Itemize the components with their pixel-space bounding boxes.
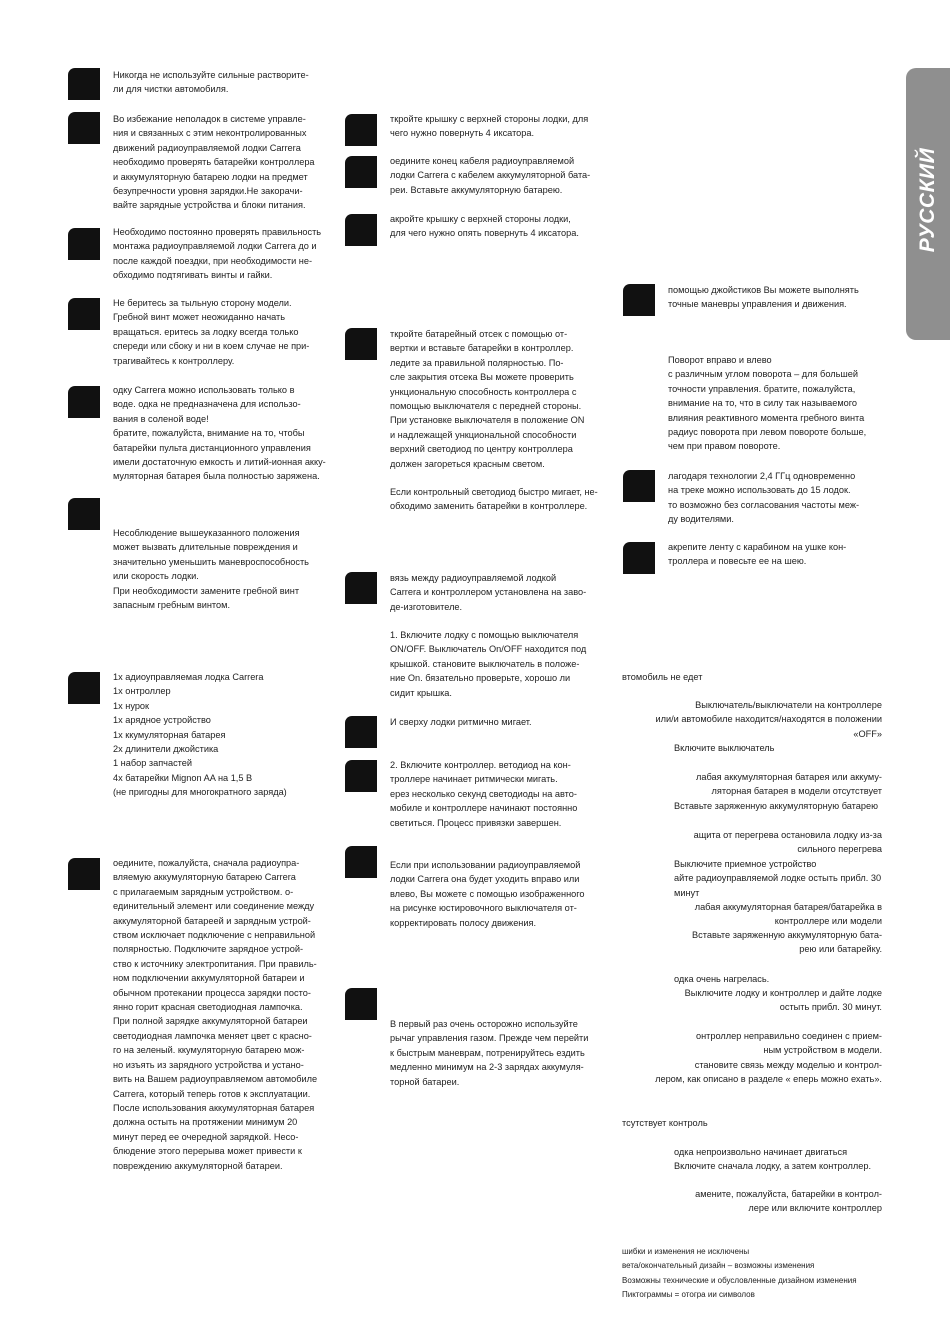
trouble-problem: лабая аккумуляторная батарея или аккуму- ляторная батарея в модели отсутствует xyxy=(696,772,882,797)
trouble-fix: становите связь между моделью и контрол- лером, как описано в разделе « еперь можно ехать». xyxy=(655,1060,882,1085)
water-use-warning: одку Carrera можно использовать только в воде. одка не предназначена для использо- вания в соленой воде! братите, пожалуйста, внимание на то, чтобы батарейки пульта дистанционного управления имели достаточную емкость и литий-ионная акку- муляторная батарея была полностью заряжена. xyxy=(113,385,326,482)
section-marker xyxy=(345,114,377,146)
section-marker xyxy=(68,112,100,144)
package-contents: 1х адиоуправляемая лодка Carrera 1х онтроллер 1х нурок 1х арядное устройство 1х ккумуляторная батарея 2х длинители джойстика 1 набор запчастей 4х батарейки Mignon AA на 1,5 В (не пригодны для многократного заряда) xyxy=(113,672,287,798)
led-blink-note: Если контрольный светодиод быстро мигает, не- обходимо заменить батарейки в контроллере. xyxy=(390,487,598,512)
open-cover-step: ткройте крышку с верхней стороны лодки, для чего нужно повернуть 4 иксатора. xyxy=(390,114,589,139)
trouble-fix: Выключите приемное устройство айте радиоуправляемой лодке остыть прибл. 30 минут xyxy=(674,859,882,898)
pairing-step-1: 1. Включите лодку с помощью выключателя ON/OFF. Выключатель On/OFF находится под крышкой. становите выключатель в положе- ние On. бязательно проверьте, хорошо ли сидит крышка. xyxy=(390,630,587,698)
section-marker xyxy=(345,328,377,360)
section-marker xyxy=(623,284,655,316)
trouble-fix: Вставьте заряженную аккумуляторную батарею xyxy=(674,801,879,811)
footer-note: Пиктограммы = отогра ии символов xyxy=(622,1290,755,1299)
trouble-fix: Вставьте заряженную аккумуляторную бата- рею или батарейку. xyxy=(692,930,882,955)
section-marker xyxy=(623,542,655,574)
trouble-problem: онтроллер неправильно соединен с прием- ным устройством в модели. xyxy=(695,1031,882,1056)
trouble-problem: Выключатель/выключатели на контроллере или/и автомобиле находится/находятся в положении «OFF» xyxy=(655,700,882,739)
trouble-fix: Включите сначала лодку, а затем контроллер. xyxy=(674,1161,872,1171)
footer-note: Возможны технические и обусловленные дизайном изменения xyxy=(622,1276,857,1285)
boat-led-note: И сверху лодки ритмично мигает. xyxy=(390,717,532,727)
section-marker xyxy=(68,672,100,704)
frequency-note: лагодаря технологии 2,4 ГГц одновременно на треке можно использовать до 15 лодок. то возможно без согласования частоты меж- ду водителями. xyxy=(668,471,860,525)
trouble-problem: одка непроизвольно начинает двигаться xyxy=(674,1147,848,1157)
charging-instructions: оедините, пожалуйста, сначала радиоупра- вляемую аккумуляторную батарею Carrera с прилагаемым зарядным устройством. о- единительный элемент или соединение между аккумуляторной батареей и зарядным устрой- ством исключает подключение с неправильной полярностью. Подключите зарядное устрой- ство к источнику электропитания. При правиль- ном подключении аккумуляторной батареи и обычном протекании процесса зарядки посто- янно горит красная светодиодная лампочка. При полной зарядке аккумуляторной батареи светодиодная лампочка меняет цвет с красно- го на зеленый. ккумуляторную батарею мож- но изъять из зарядного устройства и устано- вить на Вашем радиоуправляемом автомобиле Carrera, который теперь готов к эксплуатации. После использования аккумуляторная батарея должна остыть на протяжении минимум 20 минут перед ее очередной зарядкой. Несо- блюдение этого перерыва может привести к повреждению аккумуляторной батареи. xyxy=(113,858,318,1171)
section-marker xyxy=(345,572,377,604)
section-marker xyxy=(345,760,377,792)
section-marker xyxy=(345,988,377,1020)
section-marker xyxy=(68,298,100,330)
trouble-fix: амените, пожалуйста, батарейки в контрол- лере или включите контроллер xyxy=(695,1189,882,1214)
steering-note: Поворот вправо и влево с различным углом поворота – для большей точности управления. братите, пожалуйста, внимание на то, что в силу так называемого влияния реактивного момента гребного винта радиус поворота при левом повороте больше, чем при правом повороте. xyxy=(668,355,867,452)
battery-check-warning: Во избежание неполадок в системе управле- ния и связанных с этим неконтролированных движений радиоуправляемой лодки Carrera необходимо проверять батарейки контроллера и аккумуляторную батарею лодки на предмет безупречности уровня зарядки.Не закорачи- вайте зарядные устройства и блоки питания. xyxy=(113,114,315,211)
pairing-step-2: 2. Включите контроллер. ветодиод на кон- троллере начинает ритмически мигать. ерез несколько секунд светодиоды на авто- мобиле и контроллере начинают постоянно светиться. Процесс привязки завершен. xyxy=(390,760,578,828)
controller-batteries-step: ткройте батарейный отсек с помощью от- вертки и вставьте батарейки в контроллер. ледите за правильной полярностью. По- сле закрытия отсека Вы можете проверить ункциональную способность контроллера с помощью выключателя с передней стороны. При установке выключателя в положение ON и надлежащей ункциональной способности верхний светодиод по центру контроллера должен загореться красным светом. xyxy=(390,329,585,469)
throttle-caution: В первый раз очень осторожно используйте рычаг управления газом. Прежде чем перейти к быстрым маневрам, потренируйтесь ездить медленно минимум на 2-3 зарядах аккумуля- торной батареи. xyxy=(390,1019,589,1087)
section-marker xyxy=(68,498,100,530)
propeller-warning: Не беритесь за тыльную сторону модели. Гребной винт может неожиданно начать вращаться. еритесь за лодку всегда только спереди или сбоку и ни в коем случае не при- трагивайтесь к контроллеру. xyxy=(113,298,310,366)
section-marker xyxy=(623,470,655,502)
trouble-problem: ащита от перегрева остановила лодку из-за сильного перегрева xyxy=(693,830,882,855)
section-marker xyxy=(345,846,377,878)
trouble-problem: лабая аккумуляторная батарея/батарейка в контроллере или модели xyxy=(694,902,882,927)
lanyard-note: акрепите ленту с карабином на ушке кон- троллера и повесьте ее на шею. xyxy=(668,542,847,567)
section-marker xyxy=(345,214,377,246)
section-marker xyxy=(68,858,100,890)
trouble-heading-no-control: тсутствует контроль xyxy=(622,1118,708,1128)
section-marker xyxy=(345,156,377,188)
section-marker xyxy=(68,68,100,100)
close-cover-step: акройте крышку с верхней стороны лодки, для чего нужно опять повернуть 4 иксатора. xyxy=(390,214,579,239)
language-tab-label: РУССКИЙ xyxy=(916,147,939,253)
assembly-check-warning: Необходимо постоянно проверять правильность монтажа радиоуправляемой лодки Carrera до и после каждой поездки, при необходимости не- обходимо подтягивать винты и гайки. xyxy=(113,227,322,281)
pairing-intro: вязь между радиоуправляемой лодкой Carrera и контроллером установлена на заво- де-изготовителе. xyxy=(390,573,587,612)
footer-note: вета/окончательный дизайн – возможны изменения xyxy=(622,1261,815,1270)
section-marker xyxy=(68,386,100,418)
footer-note: шибки и изменения не исключены xyxy=(622,1247,750,1256)
connect-battery-step: оедините конец кабеля радиоуправляемой лодки Carrera с кабелем аккумуляторной бата- реи. Вставьте аккумуляторную батарею. xyxy=(390,156,591,195)
trouble-problem: одка очень нагрелась. xyxy=(674,974,770,984)
cleaning-warning: Никогда не используйте сильные растворите- ли для чистки автомобиля. xyxy=(113,70,309,95)
trouble-fix: Выключите лодку и контроллер и дайте лодке остыть прибл. 30 минут. xyxy=(684,988,882,1013)
damage-warning: Несоблюдение вышеуказанного положения может вызвать длительные повреждения и значительно уменьшить маневроспособность или скорость лодки. При необходимости замените гребной винт запасным гребным винтом. xyxy=(113,528,309,611)
trim-adjust-note: Если при использовании радиоуправляемой лодки Carrera она будет уходить вправо или влево, Вы можете с помощью изображенного на рисунке юстировочного выключателя от- корректировать полосу движения. xyxy=(390,860,585,928)
joystick-control-note: помощью джойстиков Вы можете выполнять точные маневры управления и движения. xyxy=(668,285,859,310)
trouble-heading-no-drive: втомобиль не едет xyxy=(622,672,703,682)
section-marker xyxy=(345,716,377,748)
trouble-fix: Включите выключатель xyxy=(674,743,775,753)
section-marker xyxy=(68,228,100,260)
